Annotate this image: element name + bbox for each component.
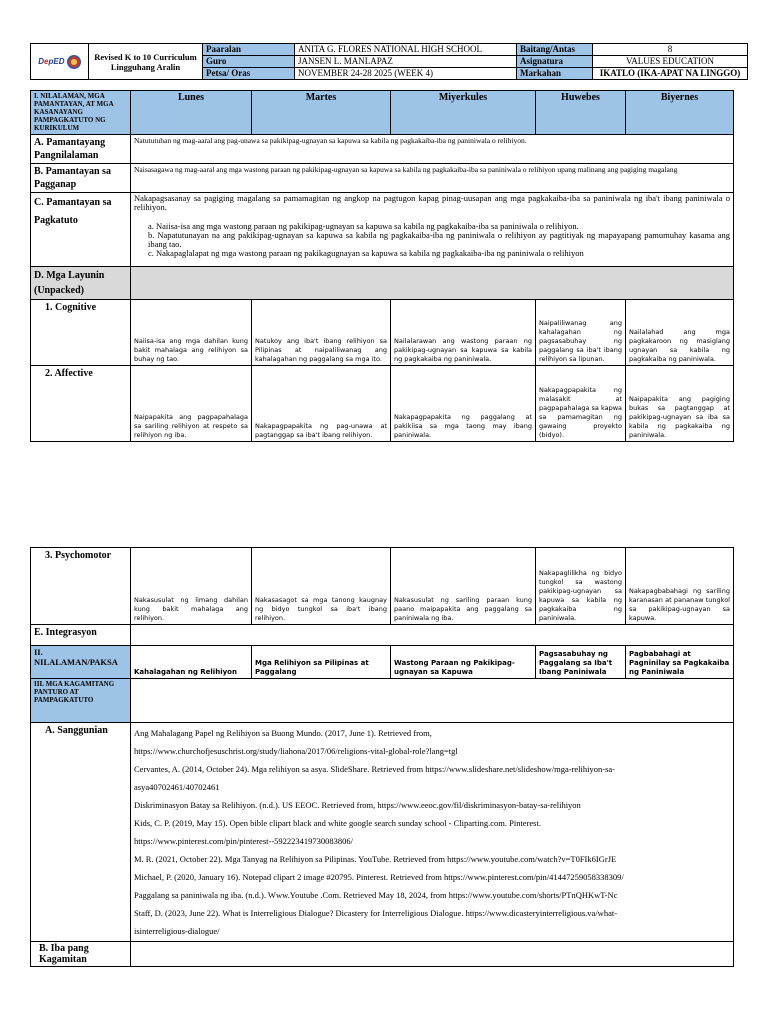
- kagamitan-empty-cell: [131, 679, 734, 723]
- topic-miyerkules: Wastong Paraan ng Pakikipag-ugnayan sa Kapuwa: [391, 646, 536, 679]
- logo-cell: [31, 44, 89, 80]
- cognitive-lunes: Naiisa-isa ang mga dahilan kung bakit mahalaga ang relihiyon sa buhay ng tao.: [131, 300, 252, 366]
- lesson-plan-table-continued: [30, 547, 734, 967]
- deped-seal-icon: [67, 55, 81, 69]
- lingguhang-aralin-label: Lingguhang Aralin: [110, 61, 181, 72]
- sanggunian-label: A. Sanggunian: [31, 723, 131, 942]
- nilalaman-label: II. NILALAMAN/PAKSA: [31, 646, 131, 679]
- pagganap-text: Naisasagawa ng mag-aaral ang mga wastong paraan ng pakikipag-ugnayan sa kapuwa sa kabila ng pagkakaiba-iba sa paniniwala o relihiyon upang malinang ang pagiging magalang: [131, 164, 734, 193]
- pamantayang-text: Natututuhan ng mag-aaral ang pag-unawa sa pakikipag-ugnayan sa kapuwa sa kabila ng pagkakaiba-iba ng paniniwala o relihiyon.: [131, 135, 734, 164]
- pagkatuto-item-b: b. Napatutunayan na ang pakikipag-ugnayan sa kapuwa sa kabila ng pagkakaiba-iba ng paniniwala o relihiyon ay pagtitiyak ng mapayapang pamumuhay kasama ang ibang tao.: [148, 230, 730, 249]
- reference-line: Ang Mahalagang Papel ng Relihiyon sa Buong Mundo. (2017, June 1). Retrieved from,: [134, 728, 432, 738]
- lesson-plan-table: [30, 90, 734, 442]
- header-table: [30, 43, 748, 80]
- baitang-value: 8: [593, 44, 748, 56]
- affective-martes: Nakapagpapakita ng pag-unawa at pagtanggap sa iba't ibang relihiyon.: [252, 366, 391, 442]
- baitang-label: Baitang/Antas: [517, 44, 593, 56]
- petsa-label: Petsa/ Oras: [203, 68, 295, 80]
- revised-curriculum-cell: [89, 44, 203, 80]
- reference-line: Michael, P. (2020, January 16). Notepad clipart 2 image #20795. Pinterest. Retrieved from https://www.pinterest.com/pin/41447259058338309/: [134, 872, 624, 882]
- pagkatuto-item-c: c. Nakapaglalapat ng mga wastong paraan ng pakikagugnayan sa kapuwa sa kabila ng pagkakaiba-iba ng paniniwala o relihiyon: [148, 248, 584, 258]
- cognitive-biyernes: Nailalahad ang mga pagkakaroon ng masiglang ugnayan sa kabila ng pagkakaiba ng paniniwala.: [626, 300, 734, 366]
- psychomotor-martes: Nakasasagot sa mga tanong kaugnay ng bidyo tungkol sa iba't ibang relihiyon.: [252, 548, 391, 625]
- corner-label: I. NILALAMAN, MGA PAMANTAYAN, AT MGA KASANAYANG PAMPAGKATUTO NG KURIKULUM: [31, 91, 131, 135]
- asignatura-value: VALUES EDUCATION: [593, 56, 748, 68]
- reference-line: Kids, C. P. (2019, May 15). Open bible clipart black and white google search sunday school - Cliparting.com. Pinterest.: [134, 818, 541, 828]
- topic-biyernes: Pagbabahagi at Pagninilay sa Pagkakaiba ng Paniniwala: [626, 646, 734, 679]
- paaralan-label: Paaralan: [203, 44, 295, 56]
- pagkatuto-cell: [131, 193, 734, 267]
- revised-label: Revised K to 10 Curriculum: [94, 51, 197, 62]
- cognitive-martes: Natukoy ang iba't ibang relihiyon sa Pilipinas at naipaliliwanag ang kahalagahan ng paggalang sa mga ito.: [252, 300, 391, 366]
- topic-martes: Mga Relihiyon sa Pilipinas at Paggalang: [252, 646, 391, 679]
- asignatura-label: Asignatura: [517, 56, 593, 68]
- topic-lunes: Kahalagahan ng Relihiyon: [131, 646, 252, 679]
- integrasyon-empty-cell: [131, 625, 734, 646]
- reference-line: isinterreligious-dialogue/: [134, 926, 220, 936]
- psychomotor-lunes: Nakasusulat ng limang dahilan kung bakit mahalaga ang relihiyon.: [131, 548, 252, 625]
- day-biyernes: Biyernes: [626, 91, 734, 135]
- topic-huwebes: Pagsasabuhay ng Paggalang sa Iba't Ibang Paniniwala: [536, 646, 626, 679]
- pagganap-label: B. Pamantayan sa Pagganap: [31, 164, 131, 193]
- reference-line: https://www.pinterest.com/pin/pinterest--592223419730083806/: [134, 836, 354, 846]
- markahan-label: Markahan: [517, 68, 593, 80]
- guro-label: Guro: [203, 56, 295, 68]
- kagamitan-label: III. MGA KAGAMITANG PANTURO AT PAMPAGKATUTO: [31, 679, 131, 723]
- reference-line: Diskriminasyon Batay sa Relihiyon. (n.d.). US EEOC. Retrieved from, https://www.eeoc.gov/fil/diskriminasyon-batay-sa-relihiyon: [134, 800, 581, 810]
- psychomotor-huwebes: Nakapaglilikha ng bidyo tungkol sa wastong pakikipag-ugnayan sa kapuwa sa kabila ng pagkakaiba ng paniniwala.: [536, 548, 626, 625]
- integrasyon-label: E. Integrasyon: [31, 625, 131, 646]
- pamantayang-label: A. Pamantayang Pangnilalaman: [31, 135, 131, 164]
- affective-label: 2. Affective: [31, 366, 131, 442]
- petsa-value: NOVEMBER 24-28 2025 (WEEK 4): [295, 68, 517, 80]
- psychomotor-miyerkules: Nakasusulat ng sariling paraan kung paano maipapakita ang paggalang sa paniniwala ng iba.: [391, 548, 536, 625]
- psychomotor-label: 3. Psychomotor: [31, 548, 131, 625]
- cognitive-label: 1. Cognitive: [31, 300, 131, 366]
- affective-huwebes: Nakapagpapakita ng malasakit at pagpapahalaga sa kapwa sa pamamagitan ng gawaing proyekto (bidyo).: [536, 366, 626, 442]
- reference-line: Staff, D. (2023, June 22). What is Interreligious Dialogue? Dicastery for Interreligious Dialogue. https://www.dicasteryinterreligious.va/what-: [134, 908, 618, 918]
- reference-line: https://www.churchofjesuschrist.org/study/liahona/2017/06/religions-vital-global-role?lang=tgl: [134, 746, 458, 756]
- guro-value: JANSEN L. MANLAPAZ: [295, 56, 517, 68]
- layunin-empty-cell: [131, 267, 734, 300]
- day-lunes: Lunes: [131, 91, 252, 135]
- day-miyerkules: Miyerkules: [391, 91, 536, 135]
- pagkatuto-intro: Nakapagsasanay sa pagiging magalang sa pamamagitan ng angkop na pagtugon kapag pinag-uusapan ang mga pagkakaiba-iba sa paniniwala ng iba't ibang paniniwala o relihiyon.: [134, 193, 730, 212]
- day-martes: Martes: [252, 91, 391, 135]
- pagkatuto-label: C. Pamantayan sa Pagkatuto: [31, 193, 131, 267]
- pagkatuto-item-a: a. Naiisa-isa ang mga wastong paraan ng pakikipag-ugnayan sa kapuwa sa kabila ng pagkakaiba-iba sa paniniwala o relihiyon.: [148, 221, 579, 231]
- markahan-value: IKATLO (IKA-APAT NA LINGGO): [593, 68, 748, 80]
- cognitive-huwebes: Naipaliliwanag ang kahalagahan ng pagsasabuhay ng paggalang sa iba't ibang relihiyon sa lipunan.: [536, 300, 626, 366]
- deped-logo: DepED: [38, 56, 65, 66]
- iba-pang-kagamitan-empty-cell: [131, 942, 734, 967]
- cognitive-miyerkules: Nailalarawan ang wastong paraan ng pakikipag-ugnayan sa kapuwa sa kabila ng pagkakaiba ng paniniwala.: [391, 300, 536, 366]
- psychomotor-biyernes: Nakapagbabahagi ng sariling karanasan at pananaw tungkol sa pakikipag-ugnayan sa kapuwa.: [626, 548, 734, 625]
- paaralan-value: ANITA G. FLORES NATIONAL HIGH SCHOOL: [295, 44, 517, 56]
- day-huwebes: Huwebes: [536, 91, 626, 135]
- reference-line: M. R. (2021, October 22). Mga Tanyag na Relihiyon sa Pilipinas. YouTube. Retrieved from https://www.youtube.com/watch?v=T0FIk6IGrJE: [134, 854, 617, 864]
- affective-miyerkules: Nakapagpapakita ng paggalang at pakikiisa sa mga taong may ibang paniniwala.: [391, 366, 536, 442]
- affective-biyernes: Naipapakita ang pagiging bukas sa pagtanggap at pakikipag-ugnayan sa iba sa kabila ng pagkakaiba ng paniniwala.: [626, 366, 734, 442]
- references-cell: [131, 723, 734, 942]
- layunin-label: D. Mga Layunin (Unpacked): [31, 267, 131, 300]
- affective-lunes: Naipapakita ang pagpapahalaga sa sariling relihiyon at respeto sa relihiyon ng iba.: [131, 366, 252, 442]
- reference-line: asya40702461/40702461: [134, 782, 220, 792]
- reference-line: Cervantes, A. (2014, October 24). Mga relihiyon sa asya. SlideShare. Retrieved from https://www.slideshare.net/slideshow/mga-relihiyon-sa-: [134, 764, 616, 774]
- reference-line: Paggalang sa paniniwala ng iba. (n.d.). Www.Youtube .Com. Retrieved May 18, 2024, from https://www.youtube.com/shorts/PTnQHKwT-Nc: [134, 890, 618, 900]
- iba-pang-kagamitan-label: B. Iba pang Kagamitan: [31, 942, 131, 967]
